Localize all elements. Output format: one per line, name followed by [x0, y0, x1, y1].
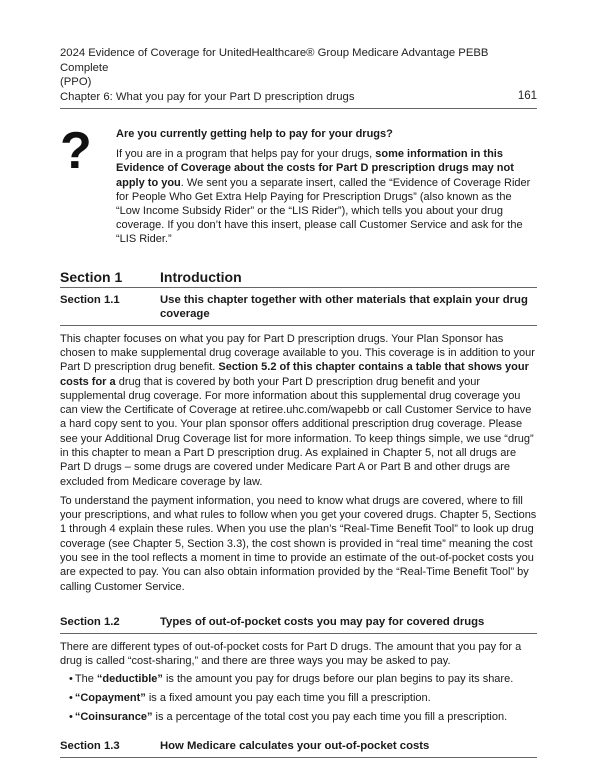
section-number: Section 1.1	[60, 293, 120, 306]
bullet-icon: •	[69, 711, 73, 724]
section-1-1-paragraph-2: To understand the payment information, you need to know what drugs are covered, where to fill your prescriptions, and what rules to follow when you get your covered drugs. Chapter 5, Sections 1 through 4 explain these rules. When you use the plan’s “Real-Time Benefit Tool” to look up drug coverage (see Chapter 5, Section 3.3), the cost shown is provided in “real time” meaning the cost you see in the tool reflects a moment in time to provide an estimate of the out-of-pocket costs you are expected to pay. You can also obtain information provided by the “Real-Time Benefit Tool” by calling Customer Service.	[60, 494, 537, 593]
list-item-text: is a fixed amount you pay each time you fill a prescription.	[145, 691, 431, 704]
cost-types-list	[69, 672, 537, 725]
bullet-icon: •	[69, 691, 73, 704]
section-number: Section 1	[60, 268, 123, 285]
callout-text-part: If you are in a program that helps pay for your drugs,	[116, 148, 376, 161]
list-item-prefix: The	[74, 672, 97, 685]
list-item-text: is a percentage of the total cost you pay each time you fill a prescription.	[152, 711, 508, 724]
list-item-term: “Copayment”	[74, 691, 146, 704]
list-item-text: is the amount you pay for drugs before our plan begins to pay its share.	[162, 672, 514, 685]
section-title: Use this chapter together with other materials that explain your drug coverage	[160, 293, 528, 320]
callout-text	[116, 147, 537, 246]
section-title: How Medicare calculates your out-of-pocket costs	[160, 740, 430, 753]
callout-text-part: . We sent you a separate insert, called the “Evidence of Coverage Rider for People Who Get Extra Help Paying for Prescription Drugs” (also known as the “Low Income Subsidy Rider” or the “LIS Rider”), which tells you about your drug coverage. If you don’t have this insert, please call Customer Service and ask for the “LIS Rider.”	[116, 176, 531, 246]
section-1-heading	[60, 269, 537, 288]
section-title: Introduction	[160, 268, 242, 285]
list-item-term: “deductible”	[96, 672, 163, 685]
section-1-1-paragraph-1	[60, 332, 537, 489]
list-item	[69, 691, 537, 705]
section-number: Section 1.3	[60, 740, 120, 753]
section-1-2-heading	[60, 610, 537, 634]
paragraph-text: drug that is covered by both your Part D prescription drug benefit and your supplemental drug coverage. For more information about this supplemental drug coverage you can view the Certificate of Coverage at retiree.uhc.com/wapebb or call Customer Service to have a hard copy sent to you. Your plan sponsor offers additional prescription drug coverage. Please see your Additional Drug Coverage list for more information. To keep things simple, we use “drug” in this chapter to mean a Part D prescription drug. As explained in Chapter 5, not all drugs are Part D drugs – some drugs are covered under Medicare Part A or Part B and other drugs are excluded from Medicare coverage by law.	[60, 375, 534, 488]
paragraph-bold-text: Section 5.2 of this chapter contains a table that shows your costs for a	[60, 361, 529, 388]
document-title-continued: (PPO)	[60, 76, 92, 88]
page-header	[60, 46, 537, 109]
help-callout	[60, 122, 537, 247]
callout-title: Are you currently getting help to pay for your drugs?	[116, 128, 393, 140]
paragraph-text: This chapter focuses on what you pay for Part D prescription drugs. Your Plan Sponsor has chosen to make supplemental drug coverage available to you. This coverage is in addition to your Part D prescription drug benefit.	[60, 332, 535, 374]
list-item	[69, 710, 537, 724]
document-page	[60, 46, 537, 758]
chapter-title: Chapter 6: What you pay for your Part D prescription drugs	[60, 90, 355, 103]
page-number: 161	[517, 89, 537, 102]
section-1-1-heading	[60, 288, 537, 326]
section-number: Section 1.2	[60, 615, 120, 628]
list-item-term: “Coinsurance”	[74, 711, 153, 724]
document-title: 2024 Evidence of Coverage for UnitedHealthcare® Group Medicare Advantage PEBB Complete	[60, 47, 489, 74]
bullet-icon: •	[69, 672, 73, 685]
list-item	[69, 672, 537, 686]
section-title: Types of out-of-pocket costs you may pay for covered drugs	[160, 615, 485, 628]
section-1-2-intro: There are different types of out-of-pocket costs for Part D drugs. The amount that you pay for a drug is called “cost-sharing,” and there are three ways you may be asked to pay.	[60, 640, 522, 668]
section-1-3-heading	[60, 734, 537, 758]
question-mark-icon: ?	[60, 122, 92, 180]
callout-text-bold: some information in this Evidence of Coverage about the costs for Part D prescription drugs may not apply to you	[116, 148, 514, 189]
